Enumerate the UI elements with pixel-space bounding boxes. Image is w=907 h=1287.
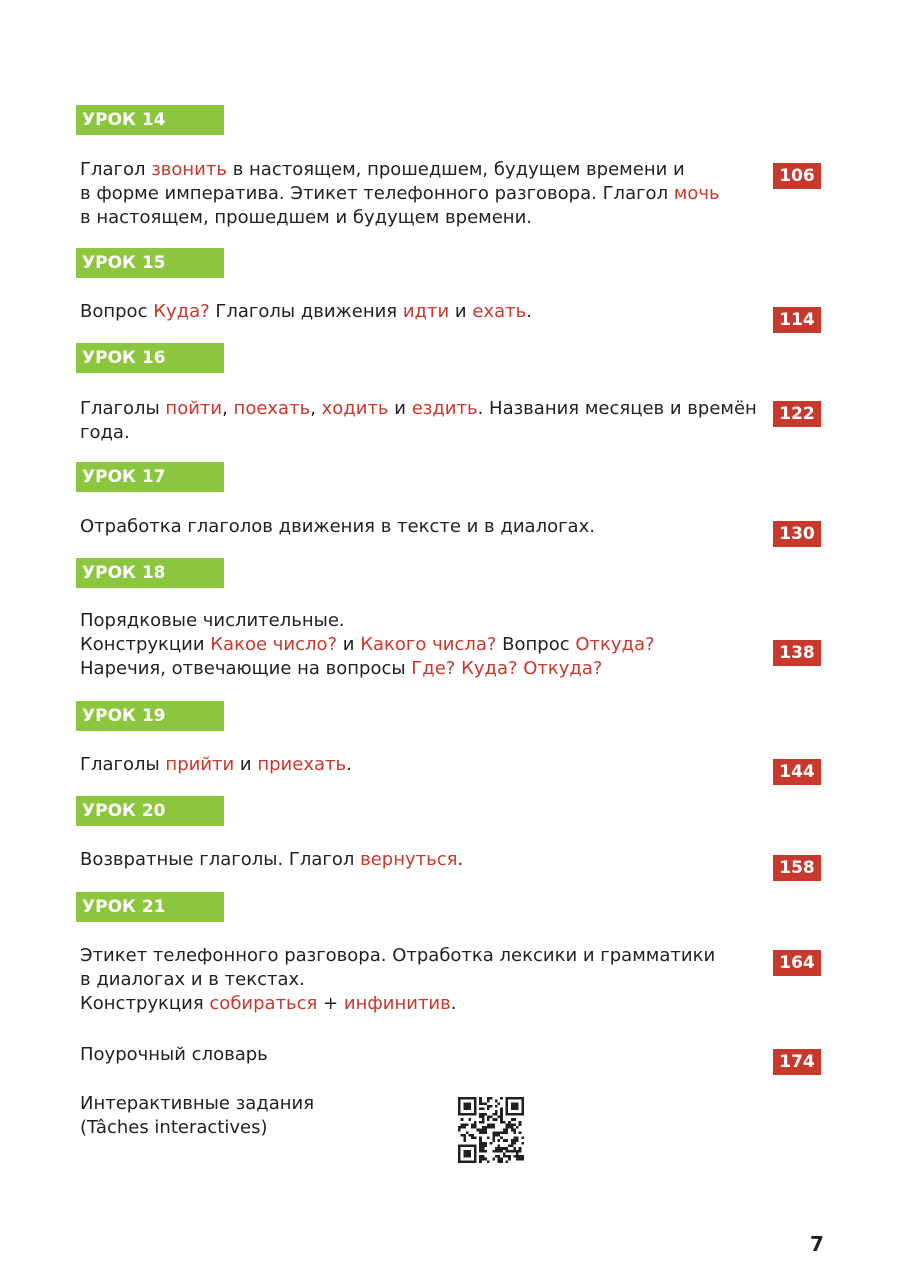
interactive-tasks-subtitle: (Tâches interactives)	[80, 1117, 268, 1138]
description-text: ,	[310, 398, 322, 419]
page-number-badge-17[interactable]: 130	[773, 521, 821, 547]
description-text: в диалогах и в текстах.	[80, 969, 305, 990]
lesson-tag-14: УРОК 14	[76, 105, 224, 135]
lesson-description-21	[80, 944, 762, 1016]
highlighted-term: ехать	[472, 301, 527, 322]
description-line	[80, 848, 762, 872]
highlighted-term: Где? Куда? Откуда?	[411, 658, 603, 679]
lesson-tag-20: УРОК 20	[76, 796, 224, 826]
lesson-tag-21: УРОК 21	[76, 892, 224, 922]
description-text: Этикет телефонного разговора. Отработка лексики и грамматики	[80, 945, 716, 966]
interactive-tasks-label	[80, 1092, 380, 1140]
highlighted-term: Какое число?	[210, 634, 338, 655]
description-text: Глагол	[80, 159, 152, 180]
lesson-description-14	[80, 158, 762, 230]
description-line	[80, 753, 762, 777]
highlighted-term: ездить	[411, 398, 478, 419]
description-line	[80, 421, 762, 445]
highlighted-term: идти	[402, 301, 450, 322]
description-line	[80, 992, 762, 1016]
description-text: .	[457, 849, 464, 870]
description-text: .	[346, 754, 352, 775]
highlighted-term: Какого числа?	[360, 634, 497, 655]
description-text: Глаголы	[80, 398, 166, 419]
description-line	[80, 158, 762, 182]
highlighted-term: инфинитив	[343, 993, 451, 1014]
highlighted-term: поехать	[233, 398, 311, 419]
highlighted-term: пойти	[165, 398, 223, 419]
lesson-description-15	[80, 300, 762, 324]
qr-code-icon[interactable]	[458, 1097, 524, 1163]
description-text: в форме императива. Этикет телефонного разговора. Глагол	[80, 183, 674, 204]
description-text: Вопрос	[80, 301, 154, 322]
description-line	[80, 300, 762, 324]
description-line	[80, 206, 762, 230]
description-line	[80, 397, 762, 421]
description-line	[80, 609, 762, 633]
description-text: . Названия месяцев и времён	[477, 398, 757, 419]
description-text: Возвратные глаголы. Глагол	[80, 849, 361, 870]
page-number-badge-19[interactable]: 144	[773, 759, 821, 785]
page-number-badge-15[interactable]: 114	[773, 307, 821, 333]
lesson-tag-17: УРОК 17	[76, 462, 224, 492]
description-text: и	[388, 398, 412, 419]
description-text: в настоящем, прошедшем, будущем времени и	[226, 159, 685, 180]
description-text: Наречия, отвечающие на вопросы	[80, 658, 412, 679]
description-line	[80, 968, 762, 992]
description-text: в настоящем, прошедшем и будущем времени.	[80, 207, 532, 228]
description-text: +	[317, 993, 344, 1014]
description-text: ,	[222, 398, 234, 419]
page-number-badge-21[interactable]: 164	[773, 950, 821, 976]
lesson-description-20	[80, 848, 762, 872]
description-text: и	[449, 301, 473, 322]
page-number-badge-14[interactable]: 106	[773, 163, 821, 189]
lesson-tag-19: УРОК 19	[76, 701, 224, 731]
lesson-description-18	[80, 609, 762, 681]
page-number-badge-18[interactable]: 138	[773, 640, 821, 666]
description-text: Вопрос	[496, 634, 576, 655]
description-text: Отработка глаголов движения в тексте и в диалогах.	[80, 516, 595, 537]
description-text: Конструкция	[80, 993, 210, 1014]
highlighted-term: приехать	[257, 754, 347, 775]
description-text: Конструкции	[80, 634, 211, 655]
highlighted-term: Куда?	[153, 301, 210, 322]
page-number: 7	[810, 1232, 824, 1256]
highlighted-term: собираться	[209, 993, 318, 1014]
highlighted-term: ходить	[321, 398, 389, 419]
lesson-description-16	[80, 397, 762, 445]
description-text: Глаголы движения	[209, 301, 403, 322]
highlighted-term: мочь	[673, 183, 720, 204]
description-line	[80, 182, 762, 206]
description-line	[80, 944, 762, 968]
description-text: Порядковые числительные.	[80, 610, 345, 631]
description-text: .	[450, 993, 457, 1014]
page-number-badge-20[interactable]: 158	[773, 855, 821, 881]
lesson-description-19	[80, 753, 762, 777]
highlighted-term: Откуда?	[575, 634, 655, 655]
description-line	[80, 633, 762, 657]
description-text: года.	[80, 422, 130, 443]
page-number-badge-dictionary[interactable]: 174	[773, 1049, 821, 1075]
lesson-tag-18: УРОК 18	[76, 558, 224, 588]
highlighted-term: вернуться	[360, 849, 458, 870]
page-number-badge-16[interactable]: 122	[773, 401, 821, 427]
description-text: и	[234, 754, 258, 775]
lesson-description-17	[80, 515, 762, 539]
interactive-tasks-title: Интерактивные задания	[80, 1093, 315, 1114]
description-line	[80, 657, 762, 681]
description-line	[80, 515, 762, 539]
highlighted-term: прийти	[165, 754, 235, 775]
description-text: .	[526, 301, 532, 322]
description-text: и	[337, 634, 361, 655]
lesson-tag-16: УРОК 16	[76, 343, 224, 373]
lesson-tag-15: УРОК 15	[76, 248, 224, 278]
highlighted-term: звонить	[151, 159, 227, 180]
description-text: Глаголы	[80, 754, 166, 775]
dictionary-label: Поурочный словарь	[80, 1044, 268, 1065]
